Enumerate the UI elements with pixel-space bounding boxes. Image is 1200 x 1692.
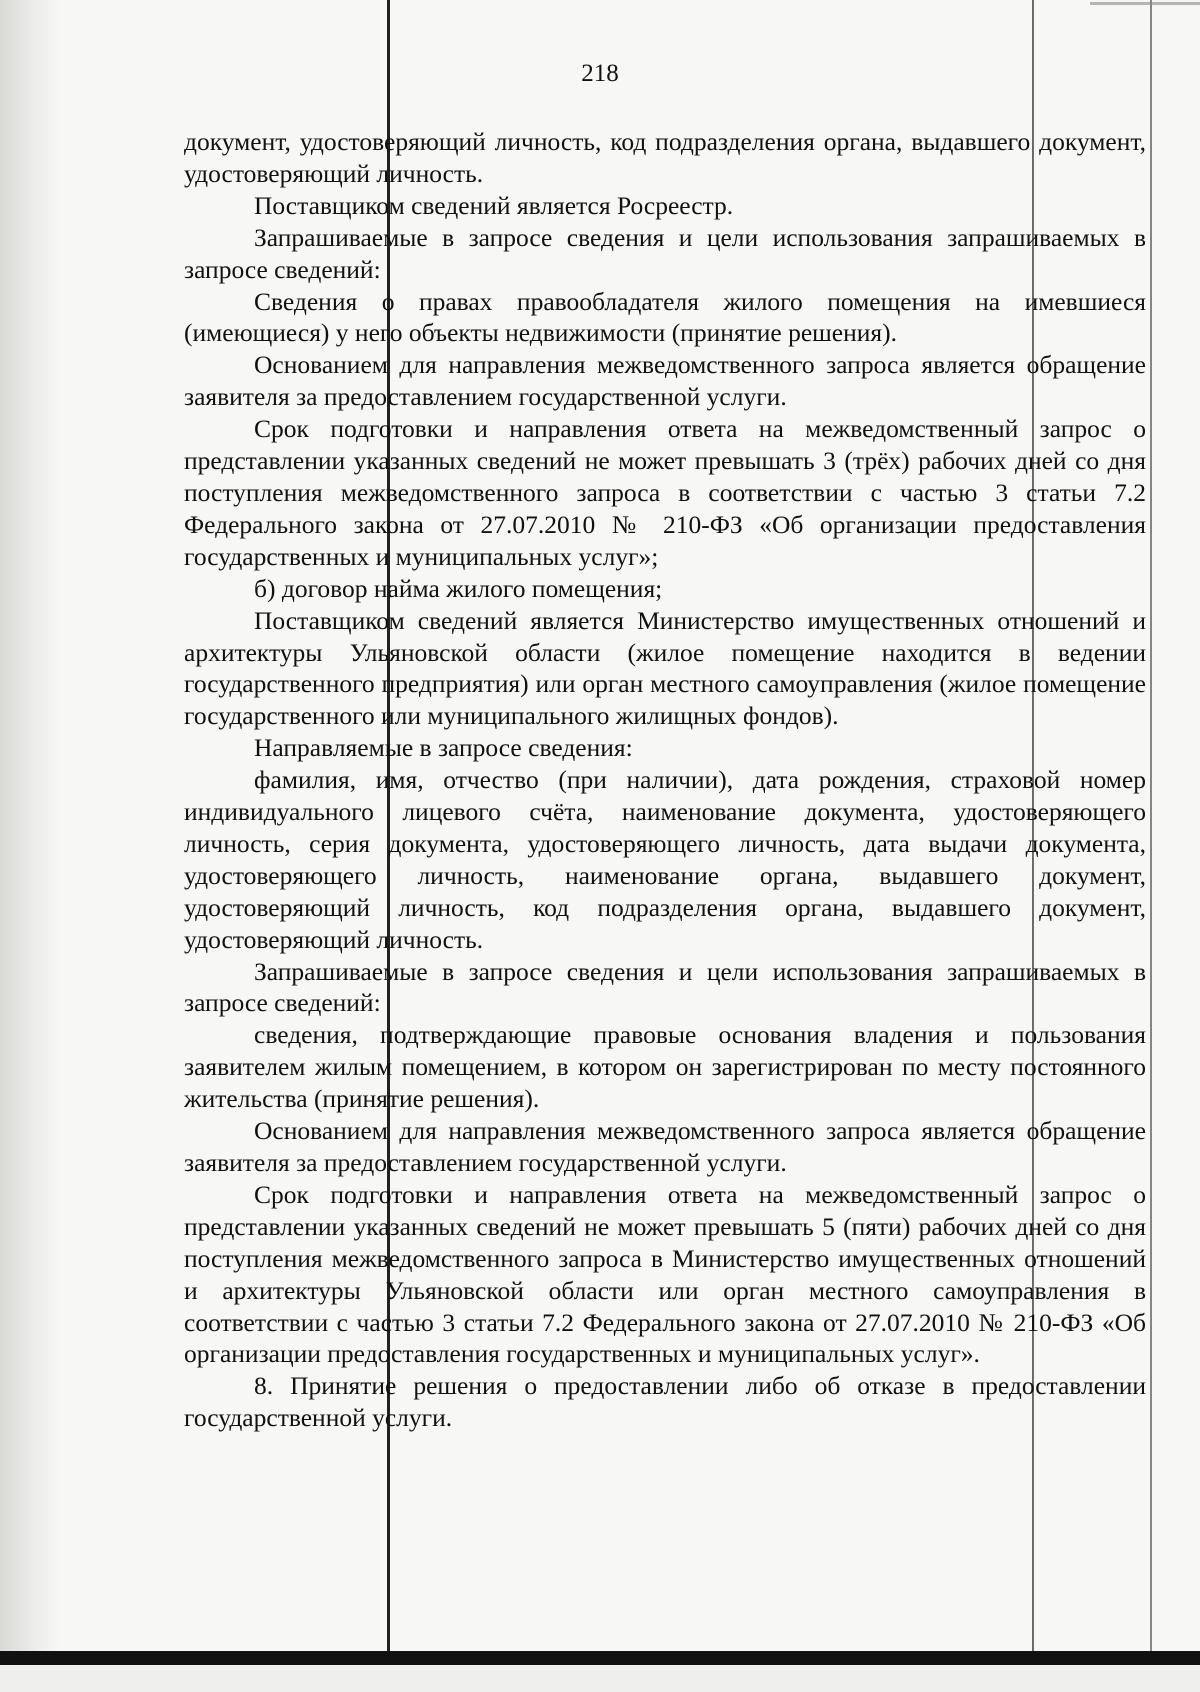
paragraph: Направляемые в запросе сведения: [254,733,633,763]
scan-bottom-margin [0,1665,1200,1692]
document-body [184,126,1146,1434]
page-number: 218 [581,60,619,87]
paragraph: фамилия, имя, отчество (при наличии), дата рождения, страховой номер индивидуального лицевого счёта, наименование документа, удостоверяющего личность, серия документа, удостоверяющего личность, дата выдачи документа, удостоверяющего личность, наименование органа, выдавшего документ, удостоверяющий личность, код подразделения органа, выдавшего документ, удостоверяющий личность. [184,765,1146,954]
paragraph: Основанием для направления межведомственного запроса является обращение заявителя за предоставлением государственной услуги. [184,1116,1146,1177]
scan-edge-shadow [0,0,60,1692]
paragraph: Срок подготовки и направления ответа на межведомственный запрос о представлении указанных сведений не может превышать 5 (пяти) рабочих дней со дня поступления межведомственного запроса в Министерство имущественных отношений и архитектуры Ульяновской области или орган местного самоуправления в соответствии с частью 3 статьи 7.2 Федерального закона от 27.07.2010 № 210-ФЗ «Об организации предоставления государственных и муниципальных услуг». [184,1179,1146,1369]
scan-artifact-line [1150,0,1152,1660]
scan-artifact-line [1090,2,1200,5]
paragraph: Поставщиком сведений является Росреестр. [254,190,734,220]
paragraph: Запрашиваемые в запросе сведения и цели использования запрашиваемых в запросе сведений: [184,956,1146,1018]
paragraph: Срок подготовки и направления ответа на межведомственный запрос о представлении указанных сведений не может превышать 3 (трёх) рабочих дней со дня поступления межведомственного запроса в соответствии с частью 3 статьи 7.2 Федерального закона от 27.07.2010 № 210-ФЗ «Об организации предоставления государственных и муниципальных услуг»; [184,414,1146,571]
paragraph: документ, удостоверяющий личность, код подразделения органа, выдавшего документ, удостоверяющий личность. [184,127,1146,188]
paragraph: Сведения о правах правообладателя жилого помещения на имевшиеся (имеющиеся) у него объекты недвижимости (принятие решения). [184,286,1146,348]
paragraph: Запрашиваемые в запросе сведения и цели использования запрашиваемых в запросе сведений: [184,222,1146,284]
paragraph: б) договор найма жилого помещения; [254,573,663,603]
paragraph: сведения, подтверждающие правовые основания владения и пользования заявителем жилым помещением, в котором он зарегистрирован по месту постоянного жительства (принятие решения). [184,1020,1146,1114]
paragraph: Поставщиком сведений является Министерство имущественных отношений и архитектуры Ульяновской области (жилое помещение находится в ведении государственного предприятия) или орган местного самоуправления (жилое помещение государственного или муниципального жилищных фондов). [184,605,1146,731]
paragraph: 8. Принятие решения о предоставлении либо об отказе в предоставлении государственной услуги. [184,1371,1146,1433]
scan-bottom-border [0,1651,1200,1665]
paragraph: Основанием для направления межведомственного запроса является обращение заявителя за предоставлением государственной услуги. [184,350,1146,412]
